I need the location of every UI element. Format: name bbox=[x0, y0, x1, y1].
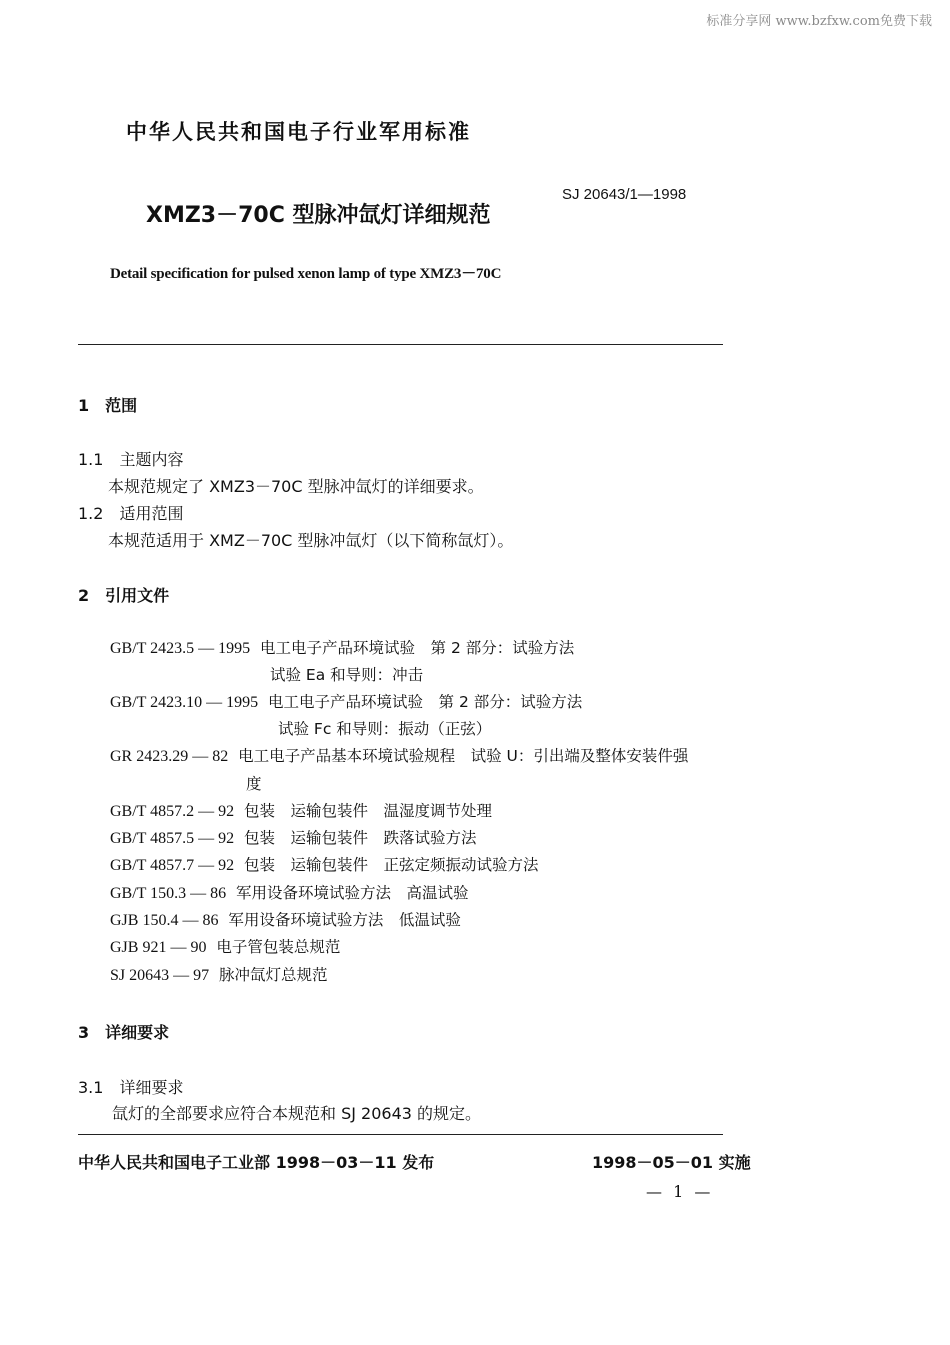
reference-item bbox=[110, 744, 688, 766]
reference-item bbox=[110, 853, 539, 875]
reference-code: GB/T 2423.10 — 1995 bbox=[110, 694, 259, 711]
title-english: Detail specification for pulsed xenon lamp of type XMZ3－70C bbox=[110, 266, 502, 282]
page-number: — 1 — bbox=[646, 1182, 714, 1201]
watermark: 标准分享网 www.bzfxw.com免费下载 bbox=[706, 14, 932, 29]
issuing-organization: 中华人民共和国电子行业军用标准 bbox=[126, 120, 471, 144]
reference-title: 电子管包装总规范 bbox=[216, 938, 341, 956]
reference-title: 脉冲氙灯总规范 bbox=[218, 966, 328, 984]
reference-item bbox=[110, 826, 477, 848]
issue-date: 中华人民共和国电子工业部 1998－03－11 发布 bbox=[78, 1153, 435, 1172]
section-3-1-heading: 3.1 详细要求 bbox=[78, 1078, 184, 1097]
reference-title: 电工电子产品基本环境试验规程 试验 U：引出端及整体安装件强 bbox=[238, 747, 689, 765]
reference-title: 包装 运输包装件 跌落试验方法 bbox=[244, 829, 477, 847]
reference-code: GB/T 150.3 — 86 bbox=[110, 885, 227, 902]
effective-date: 1998－05－01 实施 bbox=[592, 1153, 751, 1172]
reference-item bbox=[110, 935, 340, 957]
reference-code: GJB 150.4 — 86 bbox=[110, 912, 219, 929]
section-1-2-heading: 1.2 适用范围 bbox=[78, 504, 184, 523]
reference-title: 军用设备环境试验方法 低温试验 bbox=[228, 911, 461, 929]
reference-continuation: 度 bbox=[246, 775, 262, 793]
reference-title: 军用设备环境试验方法 高温试验 bbox=[236, 884, 469, 902]
header-divider bbox=[78, 344, 723, 345]
reference-item bbox=[110, 799, 492, 821]
reference-code: GB/T 4857.5 — 92 bbox=[110, 830, 235, 847]
reference-title: 包装 运输包装件 温湿度调节处理 bbox=[244, 802, 493, 820]
reference-item bbox=[110, 908, 461, 930]
reference-code: SJ 20643 — 97 bbox=[110, 967, 210, 984]
section-1-1-heading: 1.1 主题内容 bbox=[78, 450, 184, 469]
reference-title: 包装 运输包装件 正弦定频振动试验方法 bbox=[244, 856, 539, 874]
section-3-heading: 3 详细要求 bbox=[78, 1023, 170, 1042]
section-1-2-text: 本规范适用于 XMZ－70C 型脉冲氙灯（以下简称氙灯）。 bbox=[108, 531, 514, 550]
reference-continuation: 试验 Fc 和导则：振动（正弦） bbox=[278, 720, 492, 738]
section-1-1-text: 本规范规定了 XMZ3－70C 型脉冲氙灯的详细要求。 bbox=[108, 477, 484, 496]
reference-code: GJB 921 — 90 bbox=[110, 939, 207, 956]
section-3-1-text: 氙灯的全部要求应符合本规范和 SJ 20643 的规定。 bbox=[112, 1104, 482, 1123]
footer-divider bbox=[78, 1134, 723, 1135]
standard-code: SJ 20643/1—1998 bbox=[562, 186, 687, 203]
reference-item bbox=[110, 963, 328, 985]
reference-code: GB/T 4857.7 — 92 bbox=[110, 857, 235, 874]
section-1-heading: 1 范围 bbox=[78, 396, 138, 415]
reference-continuation: 试验 Ea 和导则：冲击 bbox=[270, 666, 424, 684]
reference-code: GB/T 2423.5 — 1995 bbox=[110, 640, 251, 657]
reference-item bbox=[110, 690, 582, 712]
reference-item bbox=[110, 881, 469, 903]
reference-code: GB/T 4857.2 — 92 bbox=[110, 803, 235, 820]
title-chinese: XMZ3－70C 型脉冲氙灯详细规范 bbox=[146, 203, 491, 228]
section-2-heading: 2 引用文件 bbox=[78, 586, 170, 605]
reference-title: 电工电子产品环境试验 第 2 部分：试验方法 bbox=[268, 693, 583, 711]
reference-item bbox=[110, 636, 574, 658]
reference-code: GR 2423.29 — 82 bbox=[110, 748, 229, 765]
reference-title: 电工电子产品环境试验 第 2 部分：试验方法 bbox=[260, 639, 575, 657]
